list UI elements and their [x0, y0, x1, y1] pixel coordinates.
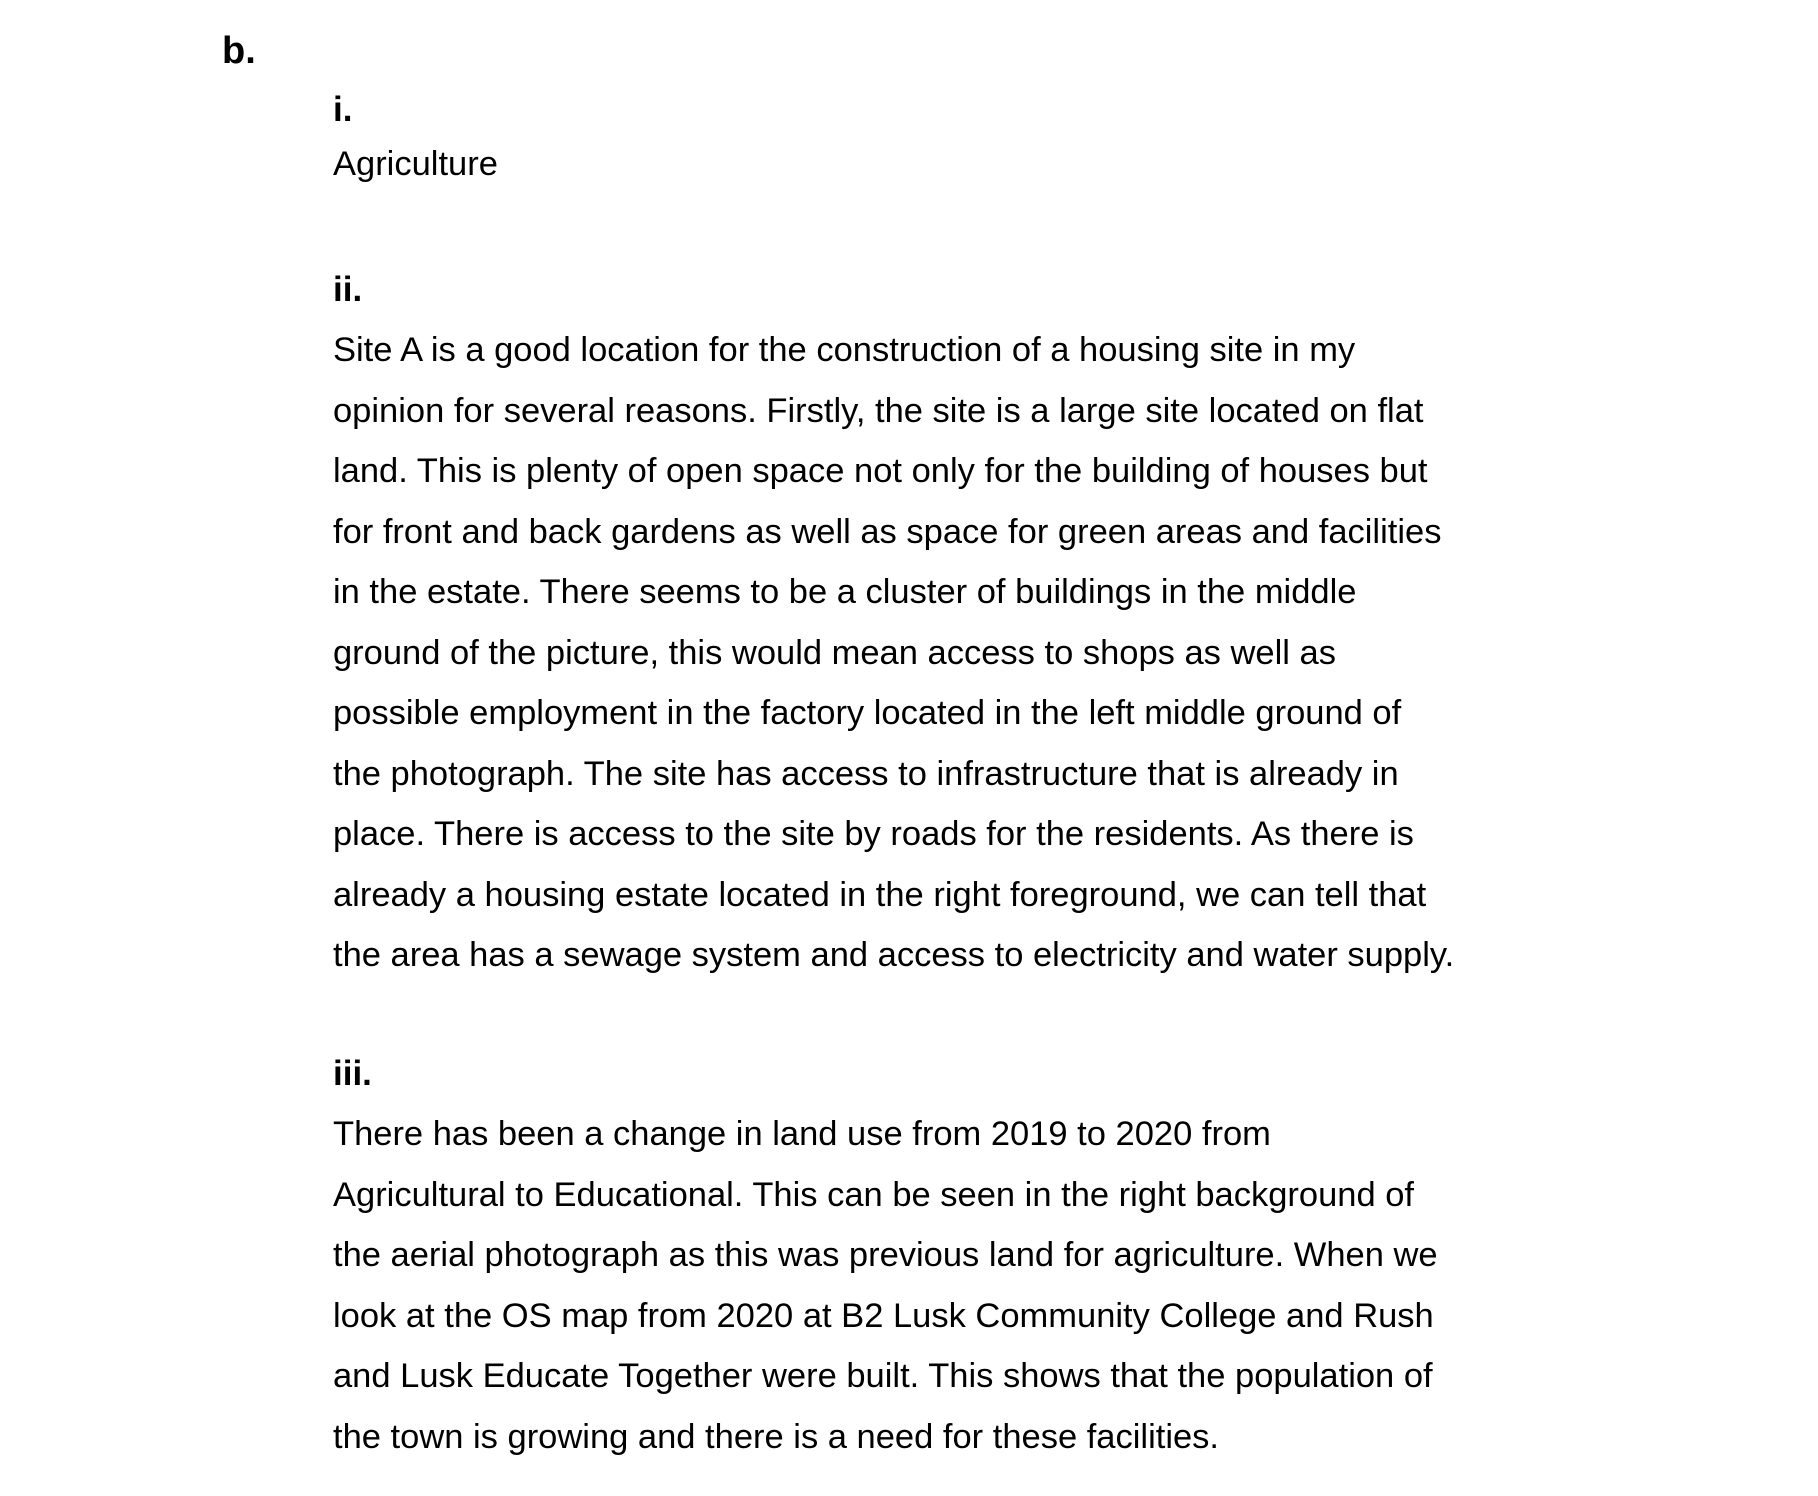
part-iii	[333, 1052, 1633, 1467]
part-i-label: i.	[333, 90, 353, 129]
part-ii-answer: Site A is a good location for the construction of a housing site in my opinion for several reasons. Firstly, the site is a large site located on flat land. This is plenty of open space not only for the building of houses but for front and back gardens as well as space for green areas and facilities in the estate. There seems to be a cluster of buildings in the middle ground of the picture, this would mean access to shops as well as possible employment in the factory located in the left middle ground of the photograph. The site has access to infrastructure that is already in place. There is access to the site by roads for the residents. As there is already a housing estate located in the right foreground, we can tell that the area has a sewage system and access to electricity and water supply.	[333, 331, 1455, 974]
part-iii-label: iii.	[333, 1054, 372, 1093]
section-label: b.	[222, 30, 256, 72]
part-i	[333, 88, 1633, 186]
part-iii-answer: There has been a change in land use from 2019 to 2020 from Agricultural to Educational. This can be seen in the right background of the aerial photograph as this was previous land for agriculture. When we look at the OS map from 2020 at B2 Lusk Community College and Rush and Lusk Educate Together were built. This shows that the population of the town is growing and there is a need for these facilities.	[333, 1115, 1438, 1456]
part-ii	[333, 268, 1633, 986]
part-i-answer: Agriculture	[333, 145, 498, 183]
part-ii-label: ii.	[333, 270, 363, 309]
